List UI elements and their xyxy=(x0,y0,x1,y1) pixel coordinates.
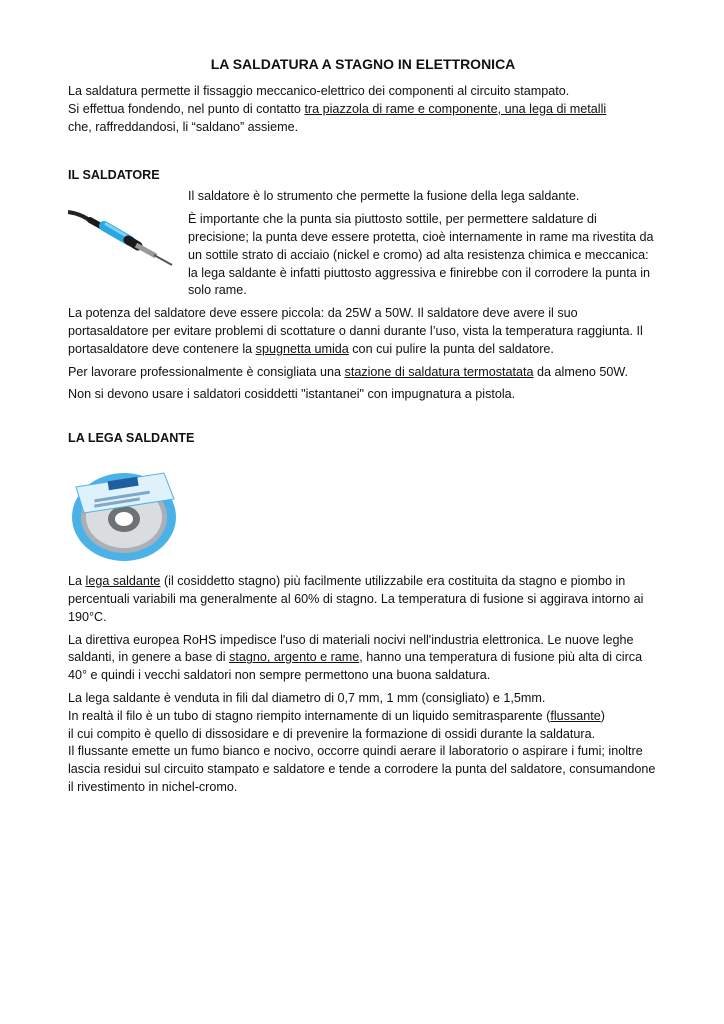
spugnetta-underlined: spugnetta umida xyxy=(255,341,349,356)
saldatore-paragraph-2: È importante che la punta sia piuttosto sottile, per permettere saldature di precisione; la punta deve essere protetta, cioè internamente in rame ma rivestita da un sottile strato di acciaio (nickel e cromo) ad alta resistenza chimica e meccanica: la lega saldante è infatti piuttosto aggressiva e finirebbe con il corrodere la punta in solo rame. xyxy=(188,212,654,298)
solder-spool-image xyxy=(68,455,658,567)
lega-p3-l2-text: In realtà il filo è un tubo di stagno riempito internamente di un liquido semitrasparente ( xyxy=(68,708,551,723)
stagno-argento-rame-underlined: stagno, argento e rame xyxy=(229,650,360,665)
saldatore-p4-end: da almeno 50W. xyxy=(533,364,629,379)
saldatore-paragraph-3 xyxy=(68,305,658,358)
lega-saldante-underlined: lega saldante xyxy=(85,574,161,589)
lega-paragraph-3-line-4: Il flussante emette un fumo bianco e nocivo, occorre quindi aerare il laboratorio o aspirare i fumi; inoltre lascia residui sul circuito stampato e saldatore e tende a corrodere la punta del saldatore, consumandone il rivestimento in nichel-cromo. xyxy=(68,744,656,794)
saldatore-p3-end: con cui pulire la punta del saldatore. xyxy=(348,341,554,356)
saldatore-side-text xyxy=(188,188,658,305)
intro-line-1: La saldatura permette il fissaggio meccanico-elettrico dei componenti al circuito stampato. xyxy=(68,84,570,98)
flussante-underlined: flussante xyxy=(550,708,601,723)
soldering-iron-image xyxy=(68,188,188,305)
saldatore-paragraph-4 xyxy=(68,364,658,382)
document-title: LA SALDATURA A STAGNO IN ELETTRONICA xyxy=(210,56,516,72)
saldatore-p3-text: La potenza del saldatore deve essere piccola: da 25W a 50W. Il saldatore deve avere il suo portasaldatore per evitare problemi di scottature o danni durante l’uso, vista la temperatura raggiunta. Il portasaldatore deve contenere la xyxy=(68,306,643,356)
intro-line-2-text: Si effettua fondendo, nel punto di contatto xyxy=(68,101,305,116)
lega-paragraph-3-line-3: il cui compito è quello di dissosidare e di prevenire la formazione di ossidi durante la saldatura. xyxy=(68,726,596,741)
intro-underlined-text: tra piazzola di rame e componente, una lega di metalli xyxy=(304,101,607,116)
lega-p2-text: La direttiva europea RoHS impedisce l'uso di materiali nocivi nell'industria elettronica. Le nuove leghe saldanti, in genere a base di xyxy=(68,632,634,665)
lega-p1-start: La xyxy=(68,574,86,589)
stazione-underlined: stazione di saldatura termostatata xyxy=(344,364,534,379)
lega-paragraph-2 xyxy=(68,632,658,685)
document-page xyxy=(68,56,658,797)
saldatore-paragraph-1: Il saldatore è lo strumento che permette la fusione della lega saldante. xyxy=(188,189,580,204)
section-heading-saldatore: IL SALDATORE xyxy=(68,168,160,183)
lega-p2-end: , hanno una temperatura di fusione più alta di circa 40° e quindi i vecchi saldatori non sempre permettono una buona saldatura. xyxy=(68,650,643,683)
lega-p1-text: (il cosiddetto stagno) più facilmente utilizzabile era costituita da stagno e piombo in percentuali variabili ma generalmente al 60% di stagno. La temperatura di fusione si aggirava intorno ai 190°C. xyxy=(68,574,644,624)
lega-p3-l2-end: ) xyxy=(600,708,605,723)
lega-paragraph-3-line-2 xyxy=(68,708,658,726)
intro-line-2 xyxy=(68,101,658,119)
lega-paragraph-1 xyxy=(68,573,658,626)
lega-paragraph-3-line-1: La lega saldante è venduta in fili dal diametro di 0,7 mm, 1 mm (consigliato) e 1,5mm. xyxy=(68,690,546,705)
section-heading-lega: LA LEGA SALDANTE xyxy=(68,431,195,446)
saldatore-paragraph-5: Non si devono usare i saldatori cosiddetti "istantanei" con impugnatura a pistola. xyxy=(68,387,516,402)
saldatore-p4-text: Per lavorare professionalmente è consigliata una xyxy=(68,364,345,379)
saldatore-intro-row xyxy=(68,188,658,305)
intro-line-3: che, raffreddandosi, li “saldano” assieme. xyxy=(68,119,299,134)
